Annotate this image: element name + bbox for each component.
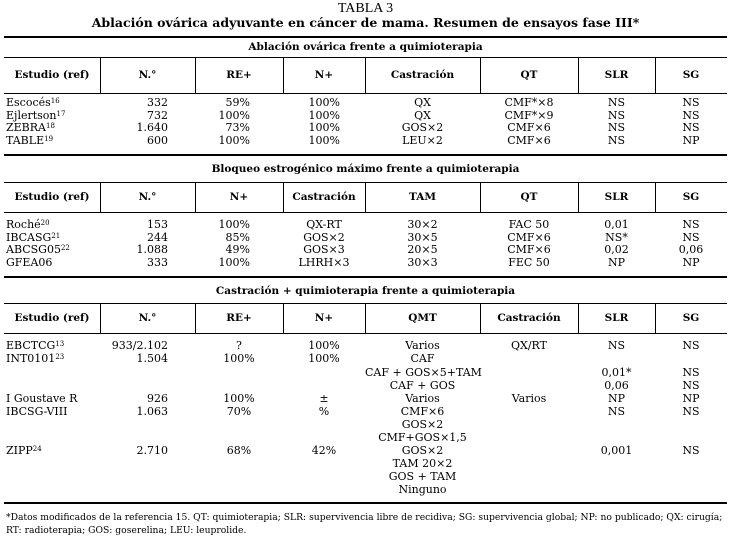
table-cell: 933/2.102 — [111, 339, 168, 352]
table-cell: NS — [682, 339, 700, 352]
table-cell: 1.063 — [136, 405, 168, 418]
table-cell: NS — [607, 405, 626, 418]
table-cell: 100% — [218, 218, 250, 231]
table-cell: 0,01* — [601, 366, 632, 379]
table-cell: 100% — [308, 352, 340, 365]
reference-number: 24 — [32, 445, 42, 453]
section-rule — [4, 276, 727, 278]
table-cell: NS — [682, 405, 700, 418]
column-header: SG — [682, 312, 700, 324]
column-header: N+ — [229, 191, 249, 203]
study-label: GFEA06 — [6, 256, 53, 270]
table-cell: CMF×6 — [507, 230, 551, 244]
section-rule — [4, 154, 727, 156]
table-cell: CAF — [410, 352, 435, 365]
study-label: INT0101 — [6, 352, 56, 365]
table-cell: 100% — [308, 108, 340, 122]
table-cell: CMF*×8 — [504, 96, 554, 109]
table-cell: ? — [236, 339, 242, 352]
table-cell: Varios — [405, 392, 440, 405]
table-cell: QX/RT — [511, 339, 547, 352]
table-caption: Ablación ovárica adyuvante en cáncer de mama. Resumen de ensayos fase III* — [91, 15, 640, 30]
column-header: SLR — [604, 69, 629, 81]
reference-number: 13 — [55, 340, 65, 348]
study-label: Escocés — [6, 96, 51, 109]
table-cell: 42% — [311, 444, 337, 457]
table-cell: 100% — [308, 134, 340, 148]
table-cell: GOS + TAM — [388, 470, 457, 483]
table-cell: NS — [607, 339, 626, 352]
table-cell: NP — [682, 392, 700, 405]
study-label: EBCTCG — [6, 339, 56, 352]
study-name — [6, 444, 42, 457]
top-rule — [4, 36, 727, 38]
table-cell: 100% — [223, 392, 255, 405]
column-header: N+ — [314, 69, 334, 81]
table-cell: NS — [607, 108, 626, 122]
column-header: Castración — [292, 191, 356, 203]
table-cell: 30×2 — [407, 218, 438, 231]
reference-number: 21 — [51, 231, 61, 240]
table-cell: TAM 20×2 — [392, 457, 453, 470]
table-cell: NS — [682, 108, 700, 122]
column-header: Estudio (ref) — [14, 69, 90, 81]
study-name — [6, 392, 77, 405]
reference-number: 18 — [45, 122, 55, 131]
table-cell: NP — [607, 392, 626, 405]
table-cell: 100% — [308, 96, 340, 109]
study-label: ZIPP — [6, 444, 33, 457]
table-cell: CAF + GOS×5+TAM — [365, 366, 482, 379]
column-header: SG — [682, 191, 700, 203]
table-cell: NP — [682, 134, 700, 148]
study-name — [6, 405, 67, 418]
table-cell: 0,06 — [604, 379, 629, 392]
column-header: QMT — [408, 312, 437, 324]
reference-number: 17 — [56, 109, 66, 118]
column-header: Estudio (ref) — [14, 312, 90, 324]
table-cell: 153 — [147, 218, 168, 231]
table-label: TABLA 3 — [337, 1, 394, 16]
table-cell: LEU×2 — [402, 134, 443, 148]
table-cell: 0,06 — [678, 243, 704, 257]
table-cell: CMF*×9 — [504, 108, 554, 122]
study-label: IBCSG-VIII — [6, 405, 68, 418]
column-header: N.° — [138, 191, 157, 203]
table-cell: LHRH×3 — [298, 256, 350, 270]
study-name — [6, 256, 52, 269]
table-cell: Varios — [405, 339, 440, 352]
table-cell: 70% — [226, 405, 252, 418]
table-cell: 59% — [225, 96, 250, 109]
study-name — [6, 243, 70, 256]
study-name — [6, 109, 65, 122]
column-header: RE+ — [226, 69, 252, 81]
table-cell: 1.504 — [136, 352, 168, 365]
reference-number: 20 — [40, 219, 50, 227]
study-label: Roché — [6, 218, 41, 231]
table-cell: 49% — [225, 243, 250, 257]
study-label: ABCSG05 — [6, 243, 61, 257]
table-cell: GOS×2 — [401, 444, 444, 457]
table-cell: % — [318, 405, 330, 418]
table-cell: NS — [682, 444, 700, 457]
study-label: I Goustave R — [6, 392, 78, 405]
table-cell: ± — [319, 392, 329, 405]
table-cell: NS — [682, 230, 700, 244]
column-header: N.° — [138, 312, 157, 324]
table-cell: GOS×2 — [401, 418, 444, 431]
study-label: IBCASG — [6, 230, 52, 244]
column-header: QT — [520, 69, 538, 81]
footnote: *Datos modificados de la referencia 15. QT: quimioterapia; SLR: supervivencia libre de recidiva; SG: supervivencia global; NP: no publicado; QX: cirugía; RT: radioterapia; GOS: goserelina; LEU: leuprolide. — [6, 512, 723, 536]
table-cell: CAF + GOS — [389, 379, 456, 392]
table-cell: NS — [607, 121, 626, 135]
table-cell: 30×3 — [407, 256, 438, 270]
column-header: TAM — [408, 191, 436, 203]
section-title-2: Bloqueo estrogénico máximo frente a quimioterapia — [211, 163, 520, 175]
table-cell: 100% — [308, 121, 340, 135]
table-cell: NS* — [605, 230, 628, 244]
table-cell: NS — [682, 96, 700, 109]
table-cell: 100% — [218, 108, 250, 122]
column-header: SG — [682, 69, 700, 81]
table-cell: GOS×3 — [303, 243, 345, 257]
reference-number: 19 — [44, 135, 54, 144]
table-cell: 244 — [147, 230, 168, 244]
table-cell: 1.088 — [136, 243, 168, 257]
column-header: SLR — [604, 191, 629, 203]
column-header: Estudio (ref) — [14, 191, 90, 203]
table-cell: 68% — [226, 444, 252, 457]
table-cell: 0,01 — [604, 218, 629, 231]
table-cell: QX-RT — [306, 218, 342, 231]
table-cell: NS — [607, 134, 626, 148]
study-name — [6, 96, 60, 109]
study-name — [6, 352, 64, 365]
table-cell: 926 — [147, 392, 168, 405]
table-cell: 1.640 — [136, 121, 168, 135]
reference-number: 23 — [55, 353, 65, 361]
study-name — [6, 134, 53, 147]
column-header: Castración — [497, 312, 561, 324]
table-cell: QX — [414, 108, 431, 122]
study-name — [6, 121, 55, 134]
table-cell: CMF×6 — [507, 134, 551, 148]
table-cell: 2.710 — [136, 444, 168, 457]
table-cell: Ninguno — [398, 483, 447, 496]
table-cell: FAC 50 — [508, 218, 550, 231]
table-cell: CMF+GOS×1,5 — [378, 431, 467, 444]
study-label: TABLE — [6, 134, 45, 148]
table-cell: NS — [682, 379, 700, 392]
study-label: ZEBRA — [6, 121, 46, 135]
table-cell: CMF×6 — [507, 121, 551, 135]
column-header: SLR — [604, 312, 629, 324]
table-cell: NP — [607, 256, 626, 270]
table-cell: 100% — [218, 134, 250, 148]
section-title-3: Castración + quimioterapia frente a quimioterapia — [215, 285, 516, 297]
table-cell: 100% — [218, 256, 250, 270]
table-cell: NS — [682, 366, 700, 379]
column-header: RE+ — [226, 312, 252, 324]
table-cell: 332 — [147, 96, 168, 109]
study-name — [6, 218, 50, 231]
table-cell: NP — [682, 256, 700, 270]
section-title-1: Ablación ovárica frente a quimioterapia — [248, 41, 483, 53]
column-header: N+ — [314, 312, 334, 324]
table-cell: QX — [414, 96, 431, 109]
table-cell: 333 — [147, 256, 168, 270]
table-cell: 73% — [225, 121, 250, 135]
header-rule — [4, 93, 727, 94]
study-name — [6, 231, 60, 244]
column-header: N.° — [138, 69, 157, 81]
table-cell: 100% — [223, 352, 255, 365]
table-cell: NS — [682, 218, 700, 231]
table-cell: 0,001 — [600, 444, 633, 457]
column-header: Castración — [390, 69, 455, 81]
column-header: QT — [520, 191, 538, 203]
bottom-rule — [4, 502, 727, 504]
table-cell: Varios — [511, 392, 547, 405]
table-cell: 600 — [147, 134, 168, 148]
header-rule — [4, 333, 727, 334]
table-cell: 20×5 — [407, 243, 438, 257]
reference-number: 16 — [50, 97, 60, 105]
table-cell: CMF×6 — [507, 243, 551, 257]
header-rule — [4, 212, 727, 213]
table-cell: 0,02 — [604, 243, 629, 257]
table-cell: GOS×2 — [401, 121, 444, 135]
table-cell: CMF×6 — [400, 405, 445, 418]
study-label: Ejlertson — [6, 108, 57, 122]
table-cell: 100% — [308, 339, 340, 352]
table-cell: GOS×2 — [303, 230, 345, 244]
table-cell: FEC 50 — [508, 256, 550, 270]
table-cell: NS — [682, 121, 700, 135]
table-cell: NS — [607, 96, 626, 109]
table-cell: 85% — [225, 230, 250, 244]
table-cell: 732 — [147, 108, 168, 122]
reference-number: 22 — [60, 244, 70, 253]
table-cell: 30×5 — [407, 230, 438, 244]
study-name — [6, 339, 64, 352]
